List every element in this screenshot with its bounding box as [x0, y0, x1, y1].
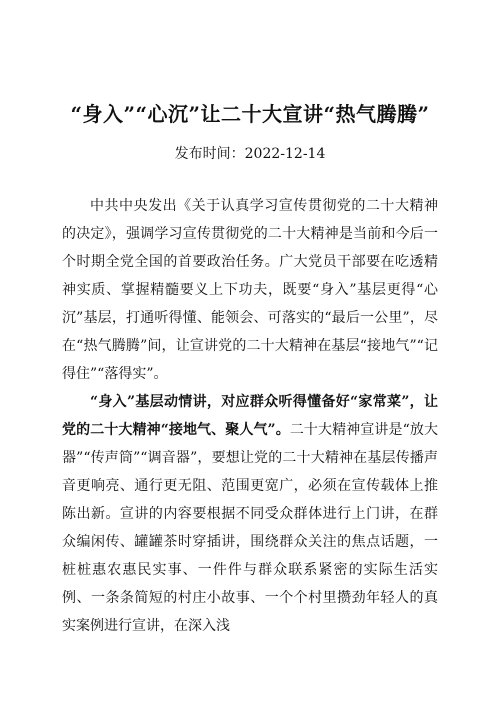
publish-date-label: 发布时间：	[174, 146, 245, 162]
publish-date-value: 2022-12-14	[244, 146, 326, 162]
paragraph-2-text: 二十大精神宣讲是“放大器”“传声筒”“调音器”，要想让党的二十大精神在基层传播声音更响亮、通行更无阻、范围更宽广，必须在宣传载体上推陈出新。宣讲的内容要根据不同受众群体进行上门讲，在群众编闲传、罐罐茶时穿插讲，围绕群众关注的焦点话题，一桩桩惠农惠民实事、一件件与群众联系紧密的实际生活实例、一条条简短的村庄小故事、一个个村里攒劲年轻人的真实案例进行宣讲，在深入浅	[62, 422, 438, 634]
paragraph-2-lead: “身入”基层动情讲，对应群众听得懂备好“家常菜”，让党的二十大精神“接地气、聚人气”。	[62, 394, 438, 438]
publish-date	[62, 144, 438, 164]
paragraph-1-text: 中共中央发出《关于认真学习宣传贯彻党的二十大精神的决定》，强调学习宣传贯彻党的二十大精神是当前和今后一个时期全党全国的首要政治任务。广大党员干部要在吃透精神实质、掌握精髓要义上下功夫，既要“身入”基层更得“心沉”基层，打通听得懂、能领会、可落实的“最后一公里”，尽在“热气腾腾”间，让宣讲党的二十大精神在基层“接地气”“记得住”“落得实”。	[62, 198, 438, 382]
article-title: “身入”“心沉”让二十大宣讲“热气腾腾”	[70, 102, 430, 126]
article-paragraph-2	[62, 388, 438, 640]
article-paragraph-1	[62, 192, 438, 388]
